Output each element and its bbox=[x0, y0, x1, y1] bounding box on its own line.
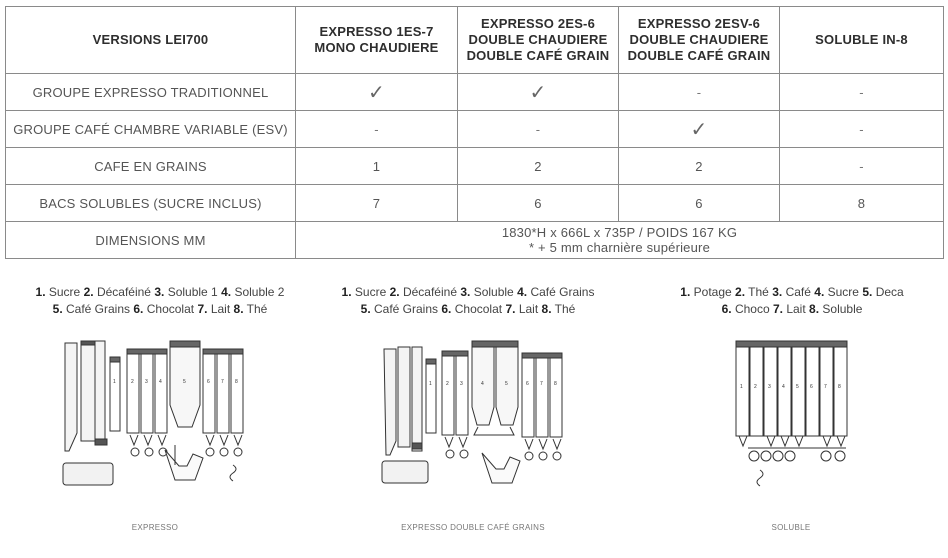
table-row bbox=[6, 74, 944, 111]
table-row bbox=[6, 222, 944, 259]
dimensions-line: 1830*H x 666L x 735P / POIDS 167 KG bbox=[501, 225, 738, 240]
legend-line: 5. Café Grains 6. Chocolat 7. Lait 8. Thé bbox=[360, 302, 576, 316]
canister-label-7: 7 bbox=[824, 384, 827, 390]
header-versions: VERSIONS LEI700 bbox=[6, 7, 296, 74]
legend-line: 5. Café Grains 6. Chocolat 7. Lait 8. Thé bbox=[52, 302, 268, 316]
legend-line: 1. Potage 2. Thé 3. Café 4. Sucre 5. Deca bbox=[680, 285, 904, 299]
canister-label-5: 5 bbox=[183, 379, 186, 385]
table-cell: - bbox=[619, 74, 780, 111]
caption-expresso: EXPRESSO bbox=[131, 523, 179, 532]
legend-line: 6. Choco 7. Lait 8. Soluble bbox=[721, 302, 863, 316]
versions-table bbox=[5, 6, 944, 259]
table-cell: 6 bbox=[458, 185, 619, 222]
canister-label-6: 6 bbox=[207, 379, 210, 385]
legend-expresso-double bbox=[318, 284, 618, 318]
canister-label-8: 8 bbox=[235, 379, 238, 385]
header-expresso-1es7: EXPRESSO 1ES-7 MONO CHAUDIERE bbox=[296, 7, 458, 74]
canister-label-1: 1 bbox=[740, 384, 743, 390]
canister-label-7: 7 bbox=[540, 381, 543, 387]
canister-label-6: 6 bbox=[526, 381, 529, 387]
dimensions-cell bbox=[296, 222, 944, 259]
canister-label-2: 2 bbox=[131, 379, 134, 385]
dimensions-note: * + 5 mm charnière supérieure bbox=[528, 240, 711, 255]
table-row bbox=[6, 185, 944, 222]
table-cell: 1 bbox=[296, 148, 458, 185]
soluble-machine-diagram bbox=[730, 338, 860, 488]
expresso-double-machine-diagram bbox=[378, 335, 568, 495]
expresso-machine-diagram bbox=[55, 335, 255, 495]
table-cell: 2 bbox=[458, 148, 619, 185]
canister-label-4: 4 bbox=[782, 384, 785, 390]
canister-label-3: 3 bbox=[460, 381, 463, 387]
legend-expresso bbox=[10, 284, 310, 318]
row-label: CAFE EN GRAINS bbox=[6, 148, 296, 185]
canister-label-5: 5 bbox=[796, 384, 799, 390]
table-cell: 7 bbox=[296, 185, 458, 222]
table-cell: - bbox=[780, 148, 944, 185]
canister-label-1: 1 bbox=[113, 379, 116, 385]
canister-label-6: 6 bbox=[810, 384, 813, 390]
table-row bbox=[6, 111, 944, 148]
caption-expresso-double: EXPRESSO DOUBLE CAFÉ GRAINS bbox=[401, 523, 545, 532]
caption-soluble: SOLUBLE bbox=[771, 523, 811, 532]
row-label: DIMENSIONS MM bbox=[6, 222, 296, 259]
header-soluble-in8: SOLUBLE IN-8 bbox=[780, 7, 944, 74]
legend-soluble bbox=[642, 284, 942, 318]
canister-label-2: 2 bbox=[446, 381, 449, 387]
row-label: GROUPE EXPRESSO TRADITIONNEL bbox=[6, 74, 296, 111]
table-cell: 8 bbox=[780, 185, 944, 222]
canister-label-1: 1 bbox=[429, 381, 432, 387]
table-cell: ✓ bbox=[296, 74, 458, 111]
table-cell: ✓ bbox=[619, 111, 780, 148]
table-cell: - bbox=[780, 111, 944, 148]
legend-line: 1. Sucre 2. Décaféiné 3. Soluble 4. Café Grains bbox=[341, 285, 595, 299]
table-cell: 2 bbox=[619, 148, 780, 185]
table-cell: - bbox=[296, 111, 458, 148]
row-label: GROUPE CAFÉ CHAMBRE VARIABLE (ESV) bbox=[6, 111, 296, 148]
row-label: BACS SOLUBLES (SUCRE INCLUS) bbox=[6, 185, 296, 222]
canister-label-5: 5 bbox=[505, 381, 508, 387]
canister-label-3: 3 bbox=[768, 384, 771, 390]
canister-label-4: 4 bbox=[481, 381, 484, 387]
table-cell: 6 bbox=[619, 185, 780, 222]
table-cell: - bbox=[458, 111, 619, 148]
table-cell: - bbox=[780, 74, 944, 111]
legend-line: 1. Sucre 2. Décaféiné 3. Soluble 1 4. Soluble 2 bbox=[35, 285, 285, 299]
canister-label-4: 4 bbox=[159, 379, 162, 385]
table-header-row bbox=[6, 7, 944, 74]
canister-label-8: 8 bbox=[838, 384, 841, 390]
canister-label-3: 3 bbox=[145, 379, 148, 385]
canister-label-7: 7 bbox=[221, 379, 224, 385]
table-cell: ✓ bbox=[458, 74, 619, 111]
header-expresso-2esv6: EXPRESSO 2ESV-6 DOUBLE CHAUDIERE DOUBLE CAFÉ GRAIN bbox=[619, 7, 780, 74]
header-expresso-2es6: EXPRESSO 2ES-6 DOUBLE CHAUDIERE DOUBLE CAFÉ GRAIN bbox=[458, 7, 619, 74]
canister-label-2: 2 bbox=[754, 384, 757, 390]
table-row bbox=[6, 148, 944, 185]
canister-label-8: 8 bbox=[554, 381, 557, 387]
